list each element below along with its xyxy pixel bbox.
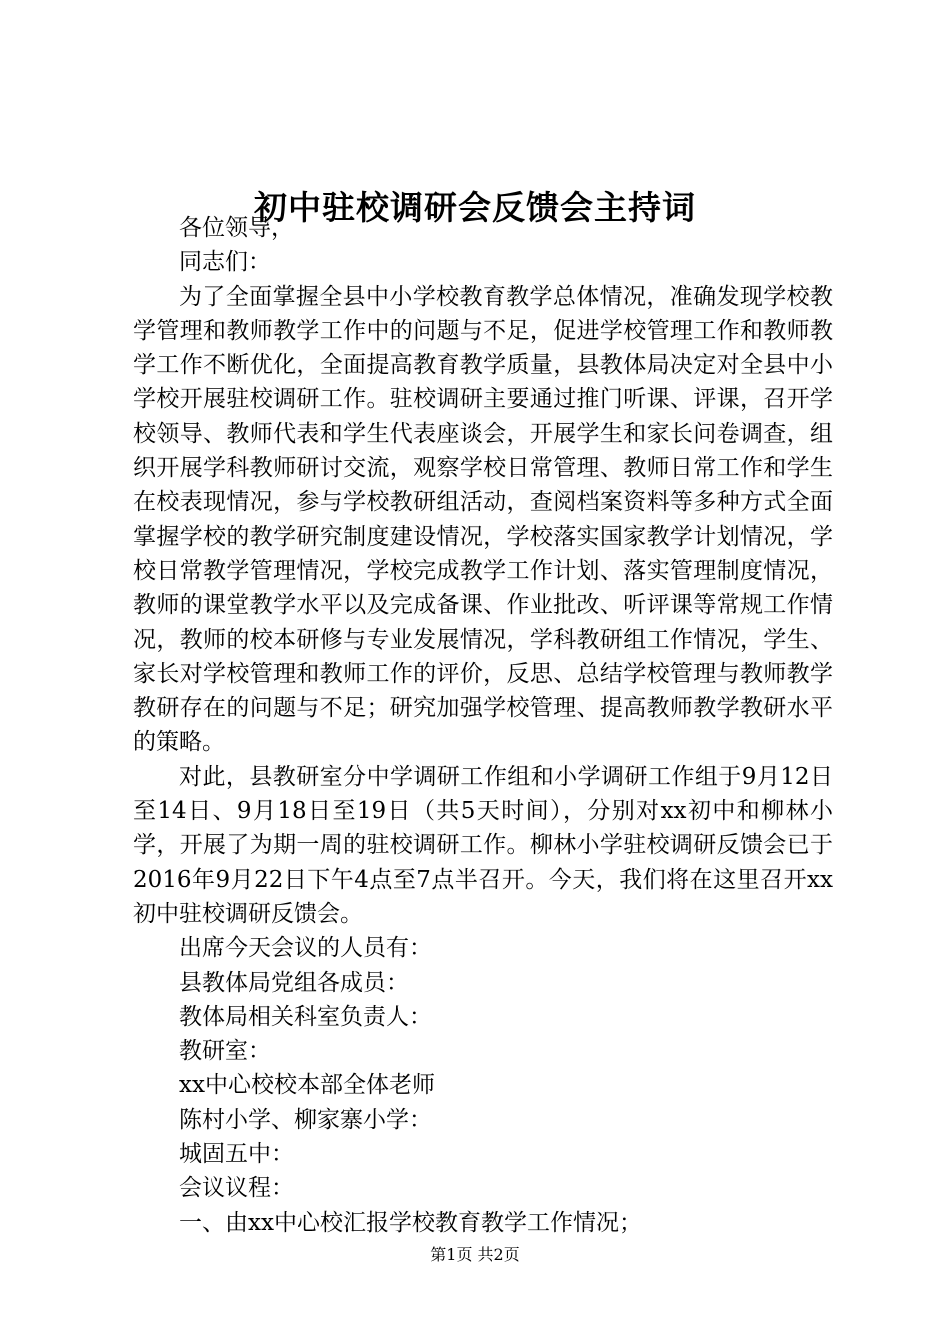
document-body	[133, 211, 833, 1240]
attendees-heading: 出席今天会议的人员有：	[179, 935, 432, 962]
attendee-central-school: xx中心校校本部全体老师	[179, 1072, 435, 1099]
document-title: 初中驻校调研会反馈会主持词	[254, 188, 696, 227]
salutation-leaders: 各位领导，	[179, 215, 294, 241]
attendee-village-schools: 陈村小学、柳家寨小学：	[179, 1106, 432, 1133]
attendee-research-office: 教研室：	[179, 1038, 271, 1065]
paragraph-schedule: 对此，县教研室分中学调研工作组和小学调研工作组于9月12日至14日、9月18日至19日（共5天时间），分别对xx初中和柳林小学，开展了为期一周的驻校调研工作。柳林小学驻校调研反馈会已于2016年9月22日下午4点至7点半召开。今天，我们将在这里召开xx初中驻校调研反馈会。	[133, 763, 833, 927]
page-footer: 第1页 共2页	[430, 1245, 520, 1264]
attendee-party-members: 县教体局党组各成员：	[179, 969, 409, 996]
attendee-fifth-middle-school: 城固五中：	[179, 1141, 294, 1168]
agenda-heading: 会议议程：	[179, 1175, 294, 1202]
agenda-item-1: 一、由xx中心校汇报学校教育教学工作情况；	[179, 1209, 642, 1236]
salutation-comrades: 同志们：	[179, 249, 271, 276]
attendee-department-heads: 教体局相关科室负责人：	[179, 1003, 432, 1030]
paragraph-purpose: 为了全面掌握全县中小学校教育教学总体情况，准确发现学校教学管理和教师教学工作中的问题与不足，促进学校管理工作和教师教学工作不断优化，全面提高教育教学质量，县教体局决定对全县中小学校开展驻校调研工作。驻校调研主要通过推门听课、评课，召开学校领导、教师代表和学生代表座谈会，开展学生和家长问卷调查，组织开展学科教师研讨交流，观察学校日常管理、教师日常工作和学生在校表现情况，参与学校教研组活动，查阅档案资料等多种方式全面掌握学校的教学研究制度建设情况，学校落实国家教学计划情况，学校日常教学管理情况，学校完成教学工作计划、落实管理制度情况，教师的课堂教学水平以及完成备课、作业批改、听评课等常规工作情况，教师的校本研修与专业发展情况，学科教研组工作情况，学生、家长对学校管理和教师工作的评价，反思、总结学校管理与教师教学教研存在的问题与不足；研究加强学校管理、提高教师教学教研水平的策略。	[133, 283, 833, 756]
